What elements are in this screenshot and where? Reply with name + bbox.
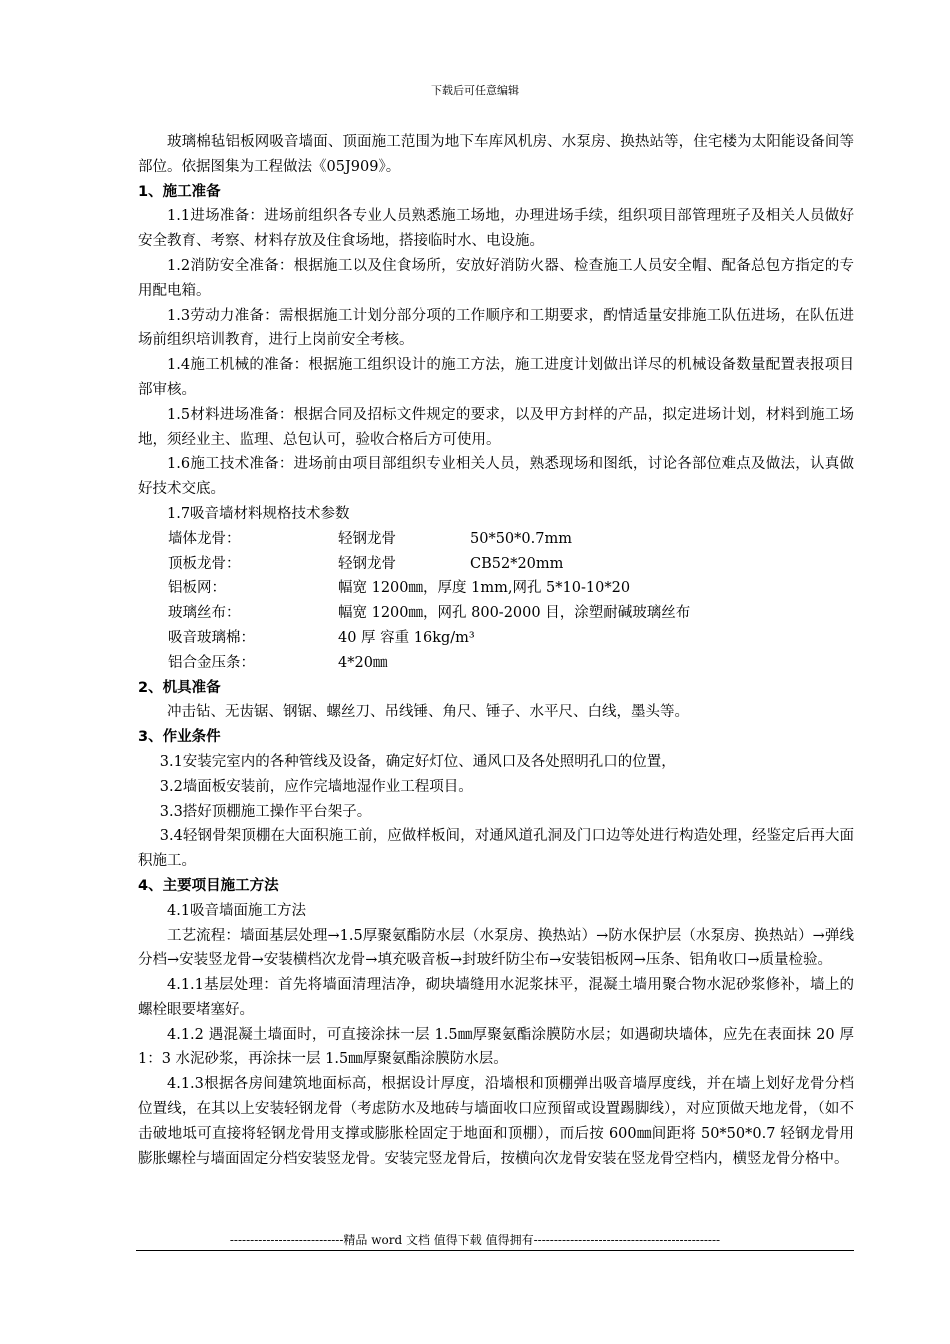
spec-row xyxy=(138,576,854,601)
section-heading-1: 1、施工准备 xyxy=(138,183,221,200)
spec-name: 顶板龙骨： xyxy=(168,555,241,572)
paragraph-4-1-2: 4.1.2 遇混凝土墙面时，可直接涂抹一层 1.5㎜厚聚氨酯涂膜防水层；如遇砌块墙体，应先在表面抹 20 厚 1：3 水泥砂浆，再涂抹一层 1.5㎜厚聚氨酯涂膜防水层。 xyxy=(138,1026,854,1068)
document-body xyxy=(138,130,854,1171)
footer-rule xyxy=(136,1250,854,1251)
paragraph-3-3: 3.3搭好顶棚施工操作平台架子。 xyxy=(159,803,372,820)
page-footer: ----------------------------精品 word 文档 值得下载 值得拥有---------------------------------------------- xyxy=(229,1233,721,1247)
paragraph-1-4: 1.4施工机械的准备：根据施工组织设计的施工方法，施工进度计划做出详尽的机械设备数量配置表报项目部审核。 xyxy=(138,357,854,398)
paragraph-4-1-3: 4.1.3根据各房间建筑地面标高，根据设计厚度，沿墙根和顶棚弹出吸音墙厚度线，并在墙上划好龙骨分档位置线，在其以上安装轻钢龙骨（考虑防水及地砖与墙面收口应预留或设置踢脚线），对应顶做天地龙骨，（如不击破地坻可直接将轻钢龙骨用支撑或膨胀栓固定于地面和顶棚），而后按 600㎜间距将 50*50*0.7 轻钢龙骨用膨胀螺栓与墙面固定分档安装竖龙骨。安装完竖龙骨后，按横向次龙骨安装在竖龙骨空档内，横竖龙骨分格中。 xyxy=(138,1076,854,1167)
spec-type: 轻钢龙骨 xyxy=(338,555,396,572)
section-heading-4: 4、主要项目施工方法 xyxy=(138,877,279,894)
spec-desc: 幅宽 1200㎜，网孔 800-2000 目，涂塑耐碱玻璃丝布 xyxy=(338,605,691,622)
section-heading-2: 2、机具准备 xyxy=(138,679,221,696)
spec-row xyxy=(138,552,854,577)
spec-row xyxy=(138,527,854,552)
paragraph-2-1: 冲击钻、无齿锯、钢锯、螺丝刀、吊线锤、角尺、锤子、水平尺、白线，墨头等。 xyxy=(167,704,689,721)
paragraph-1-6: 1.6施工技术准备：进场前由项目部组织专业相关人员，熟悉现场和图纸，讨论各部位难点及做法，认真做好技术交底。 xyxy=(138,456,854,498)
paragraph-1-5: 1.5材料进场准备：根据合同及招标文件规定的要求，以及甲方封样的产品，拟定进场计划，材料到施工场地，须经业主、监理、总包认可，验收合格后方可使用。 xyxy=(138,406,854,448)
spec-name: 墙体龙骨： xyxy=(168,530,241,547)
spec-name: 铝板网： xyxy=(168,580,226,597)
spec-desc: 幅宽 1200㎜，厚度 1mm,网孔 5*10-10*20 xyxy=(338,580,631,597)
paragraph-1-1: 1.1进场准备：进场前组织各专业人员熟悉施工场地，办理进场手续，组织项目部管理班子及相关人员做好安全教育、考察、材料存放及住食场地，搭接临时水、电设施。 xyxy=(138,208,854,250)
spec-desc: 4*20㎜ xyxy=(338,654,388,671)
spec-row xyxy=(138,651,854,676)
spec-type: 轻钢龙骨 xyxy=(338,530,396,547)
paragraph-3-2: 3.2墙面板安装前，应作完墙地湿作业工程项目。 xyxy=(159,778,473,795)
section-heading-3: 3、作业条件 xyxy=(138,729,221,746)
spec-size: CB52*20mm xyxy=(470,555,564,572)
paragraph-4-1: 4.1吸音墙面施工方法 xyxy=(167,902,307,919)
paragraph-4-process: 工艺流程：墙面基层处理→1.5厚聚氨酯防水层（水泵房、换热站）→防水保护层（水泵房、换热站）→弹线分档→安装竖龙骨→安装横档次龙骨→填充吸音板→封玻纤防尘布→安装铝板网→压条、铝角收口→质量检验。 xyxy=(138,927,854,969)
spec-name: 吸音玻璃棉： xyxy=(168,629,255,646)
intro-paragraph: 玻璃棉毡铝板网吸音墙面、顶面施工范围为地下车库风机房、水泵房、换热站等，住宅楼为太阳能设备间等部位。依据图集为工程做法《05J909》。 xyxy=(138,134,854,175)
spec-desc: 40 厚 容重 16kg/m³ xyxy=(338,629,475,646)
paragraph-3-4: 3.4轻钢骨架顶棚在大面积施工前，应做样板间，对通风道孔洞及门口边等处进行构造处理，经鉴定后再大面积施工。 xyxy=(138,828,854,870)
spec-name: 玻璃丝布： xyxy=(168,605,241,622)
spec-row xyxy=(138,626,854,651)
paragraph-3-1: 3.1安装完室内的各种管线及设备，确定好灯位、通风口及各处照明孔口的位置， xyxy=(159,753,676,770)
page-header: 下载后可任意编辑 xyxy=(431,84,519,97)
spec-name: 铝合金压条： xyxy=(168,654,255,671)
paragraph-4-1-1: 4.1.1基层处理：首先将墙面清理洁净，砌块墙缝用水泥浆抹平，混凝土墙用聚合物水泥砂浆修补，墙上的螺栓眼要堵塞好。 xyxy=(138,977,854,1018)
spec-size: 50*50*0.7mm xyxy=(470,530,572,547)
spec-row xyxy=(138,601,854,626)
paragraph-1-3: 1.3劳动力准备：需根据施工计划分部分项的工作顺序和工期要求，酌情适量安排施工队伍进场，在队伍进场前组织培训教育，进行上岗前安全考核。 xyxy=(138,307,854,349)
paragraph-1-7: 1.7吸音墙材料规格技术参数 xyxy=(167,505,350,522)
paragraph-1-2: 1.2消防安全准备：根据施工以及住食场所，安放好消防火器、检查施工人员安全帽、配备总包方指定的专用配电箱。 xyxy=(138,257,854,299)
